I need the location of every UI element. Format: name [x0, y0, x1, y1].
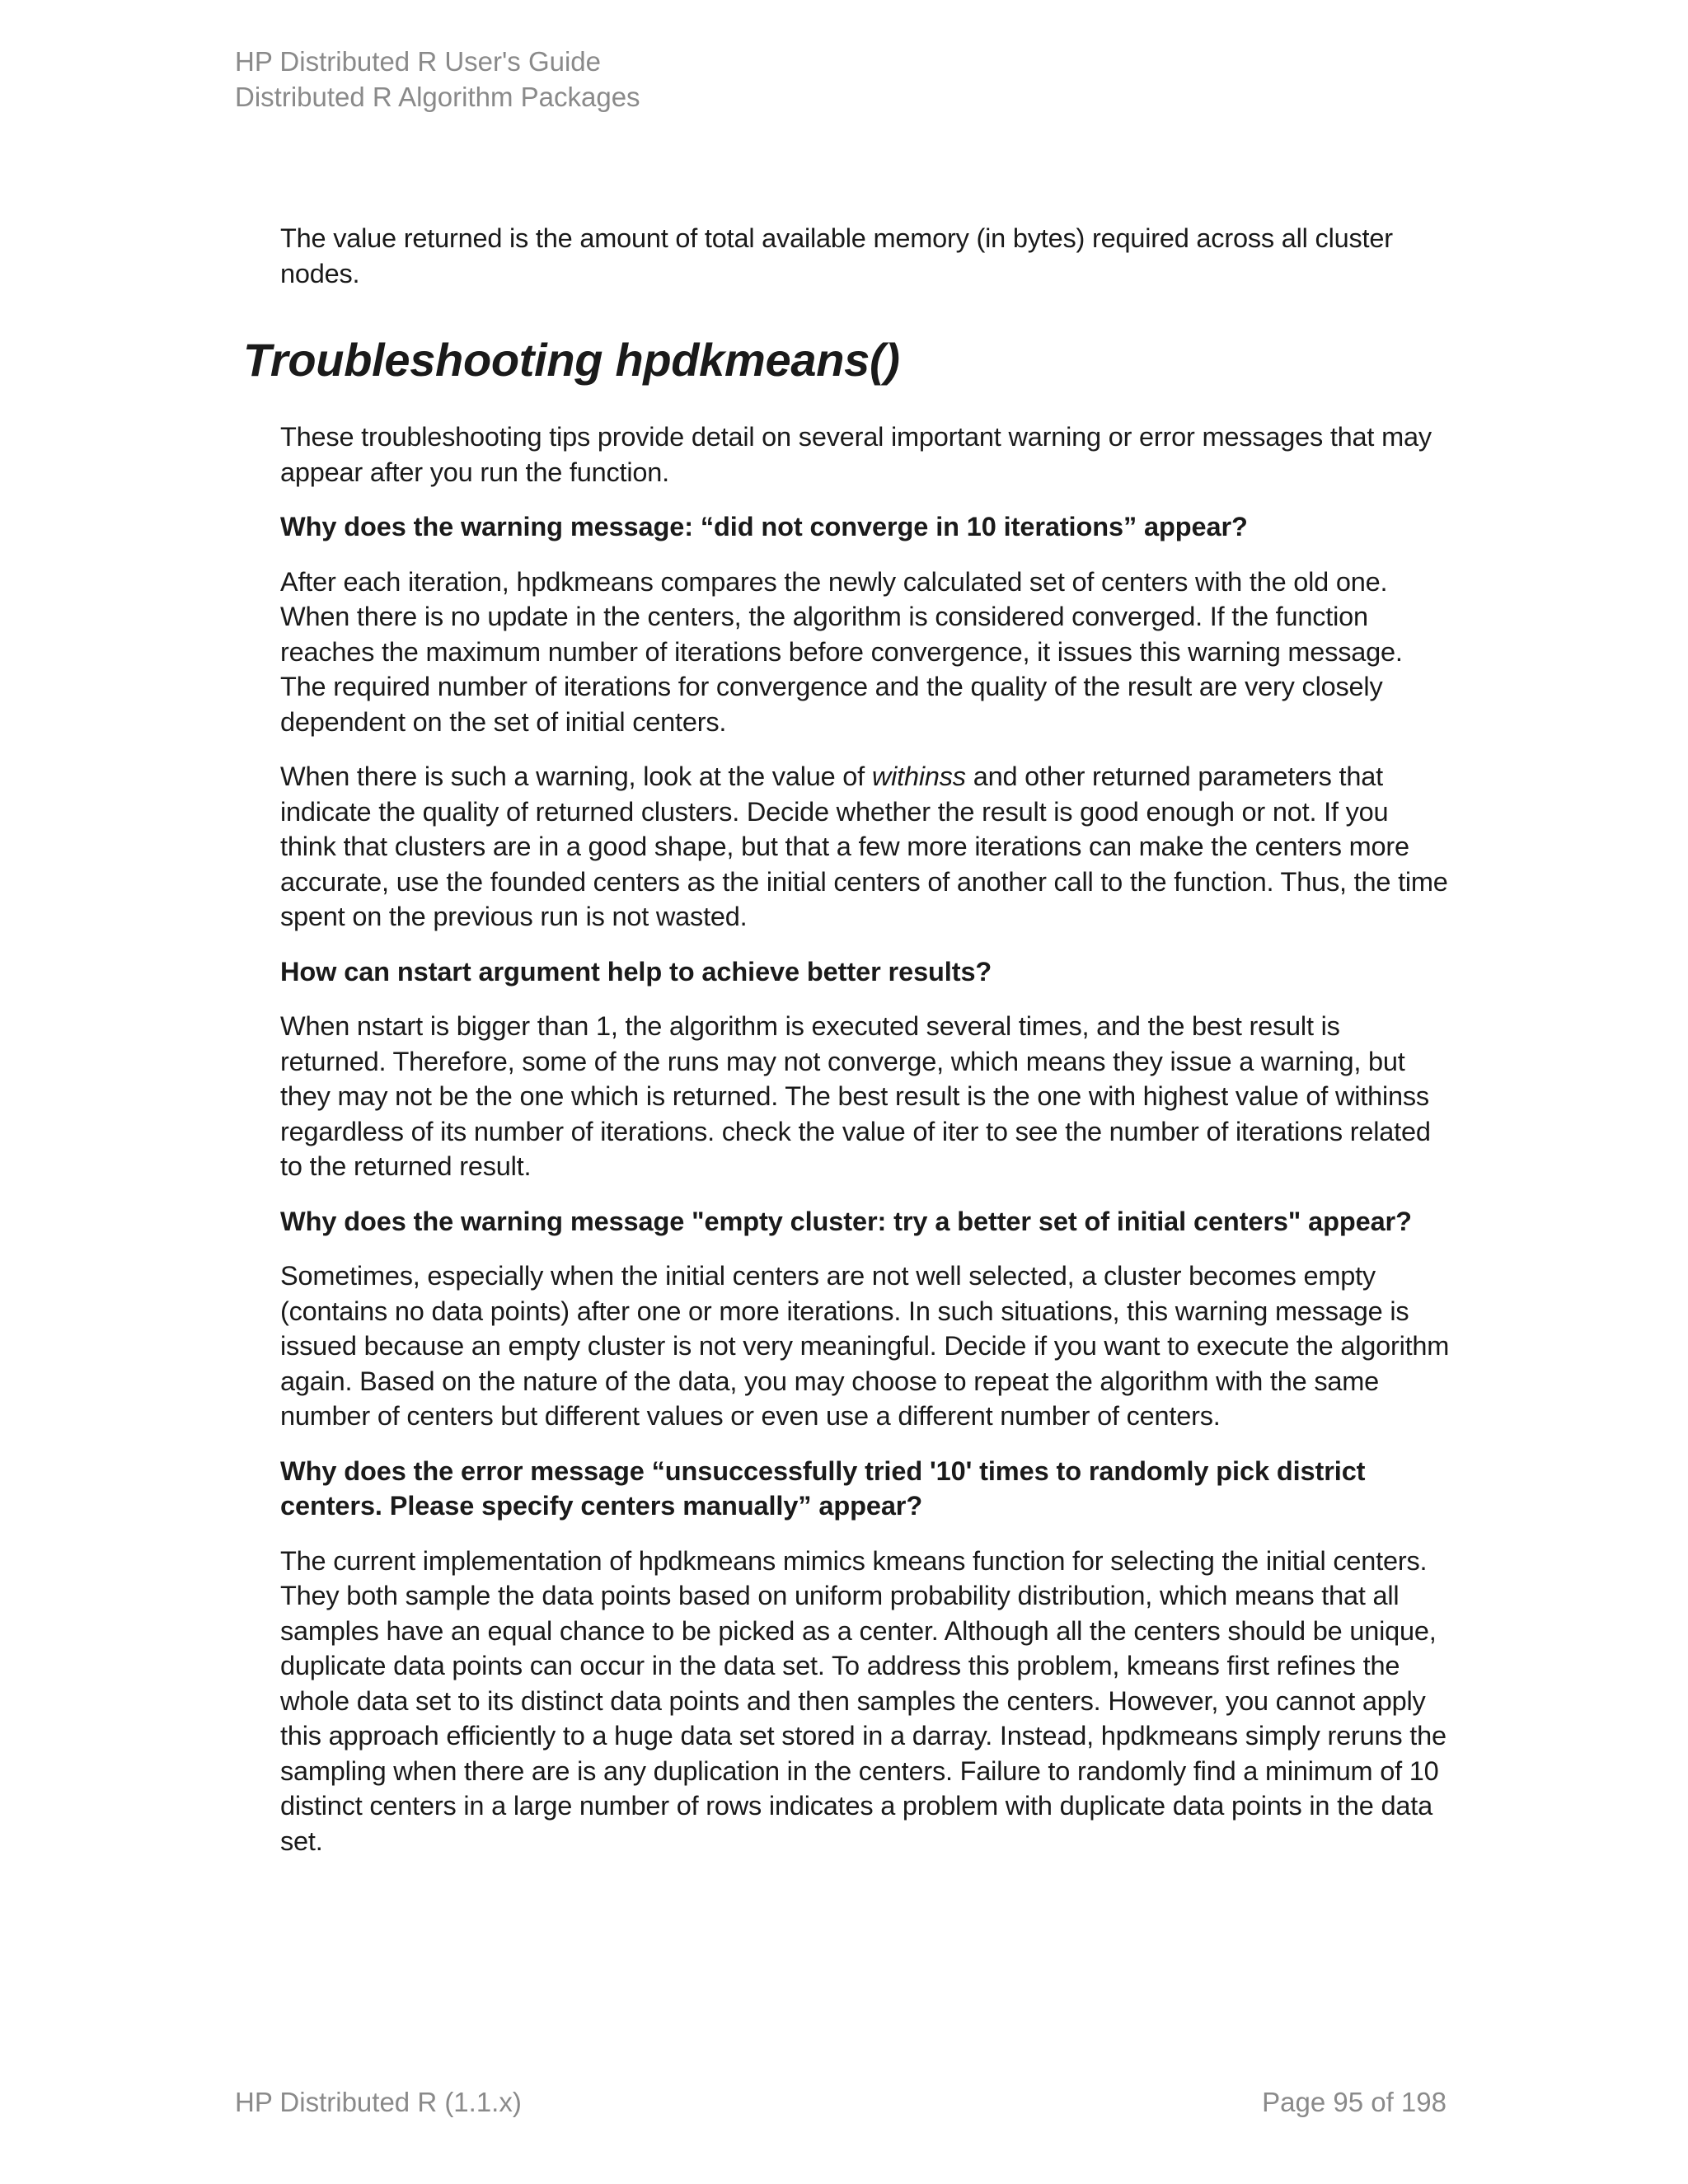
footer-product-version: HP Distributed R (1.1.x) — [235, 2087, 522, 2117]
section-title: Troubleshooting hpdkmeans() — [243, 334, 900, 386]
faq-answer-paragraph: After each iteration, hpdkmeans compares the newly calculated set of centers with the old one. When there is no update in the centers, the algorithm is considered converged. If the function reaches the maximum number of iterations before convergence, it issues this warning message. The required number of iterations for convergence and the quality of the result are very closely dependent on the set of initial centers. — [280, 566, 1403, 737]
faq-question-distinct-centers: Why does the error message “unsuccessfully tried '10' times to randomly pick district centers. Please specify centers manually” appear? — [280, 1455, 1366, 1521]
answer-text: When there is such a warning, look at the value of — [280, 762, 872, 791]
faq-question-convergence: Why does the warning message: “did not converge in 10 iterations” appear? — [280, 512, 1248, 541]
intro-paragraph: The value returned is the amount of total available memory (in bytes) required across all cluster nodes. — [280, 223, 1393, 288]
faq-answer-paragraph: Sometimes, especially when the initial centers are not well selected, a cluster becomes empty (contains no data points) after one or more iterations. In such situations, this warning message is issued because an empty cluster is not very meaningful. Decide if you want to execute the algorithm again. Based on the nature of the data, you may choose to repeat the algorithm with the same number of centers but different values or even use a different number of centers. — [280, 1261, 1450, 1431]
faq-question-nstart: How can nstart argument help to achieve better results? — [280, 956, 992, 987]
running-header — [235, 44, 640, 115]
answer-text: and other returned parameters that indicate the quality of returned clusters. Decide whether the result is good enough or not. If you think that clusters are in a good shape, but that a few more iterations can make the centers more accurate, use the founded centers as the initial centers of another call to the function. Thus, the time spent on the previous run is not wasted. — [280, 762, 1448, 931]
faq-answer-paragraph — [280, 759, 1451, 935]
withinss-emphasis: withinss — [871, 762, 966, 791]
faq-answer-paragraph: When nstart is bigger than 1, the algorithm is executed several times, and the best result is returned. Therefore, some of the runs may not converge, which means they issue a warning, but they may not be the one which is returned. The best result is the one with highest value of withinss regardless of its number of iterations. check the value of iter to see the number of iterations related to the returned result. — [280, 1011, 1431, 1181]
section-intro-paragraph: These troubleshooting tips provide detail on several important warning or error messages that may appear after you run the function. — [280, 422, 1432, 487]
faq-question-empty-cluster: Why does the warning message "empty cluster: try a better set of initial centers" appear? — [280, 1206, 1412, 1236]
header-guide-title: HP Distributed R User's Guide — [235, 46, 602, 77]
footer-page-number: Page 95 of 198 — [1262, 2087, 1447, 2117]
header-chapter-title: Distributed R Algorithm Packages — [235, 82, 640, 112]
faq-answer-paragraph: The current implementation of hpdkmeans mimics kmeans function for selecting the initial centers. They both sample the data points based on uniform probability distribution, which means that all samples have an equal chance to be picked as a center. Although all the centers should be unique, duplicate data points can occur in the data set. To address this problem, kmeans first refines the whole data set to its distinct data points and then samples the centers. However, you cannot apply this approach efficiently to a huge data set stored in a darray. Instead, hpdkmeans simply reruns the sampling when there are is any duplication in the centers. Failure to randomly find a minimum of 10 distinct centers in a large number of rows indicates a problem with duplicate data points in the data set. — [280, 1545, 1447, 1856]
page-content — [243, 221, 1451, 1878]
